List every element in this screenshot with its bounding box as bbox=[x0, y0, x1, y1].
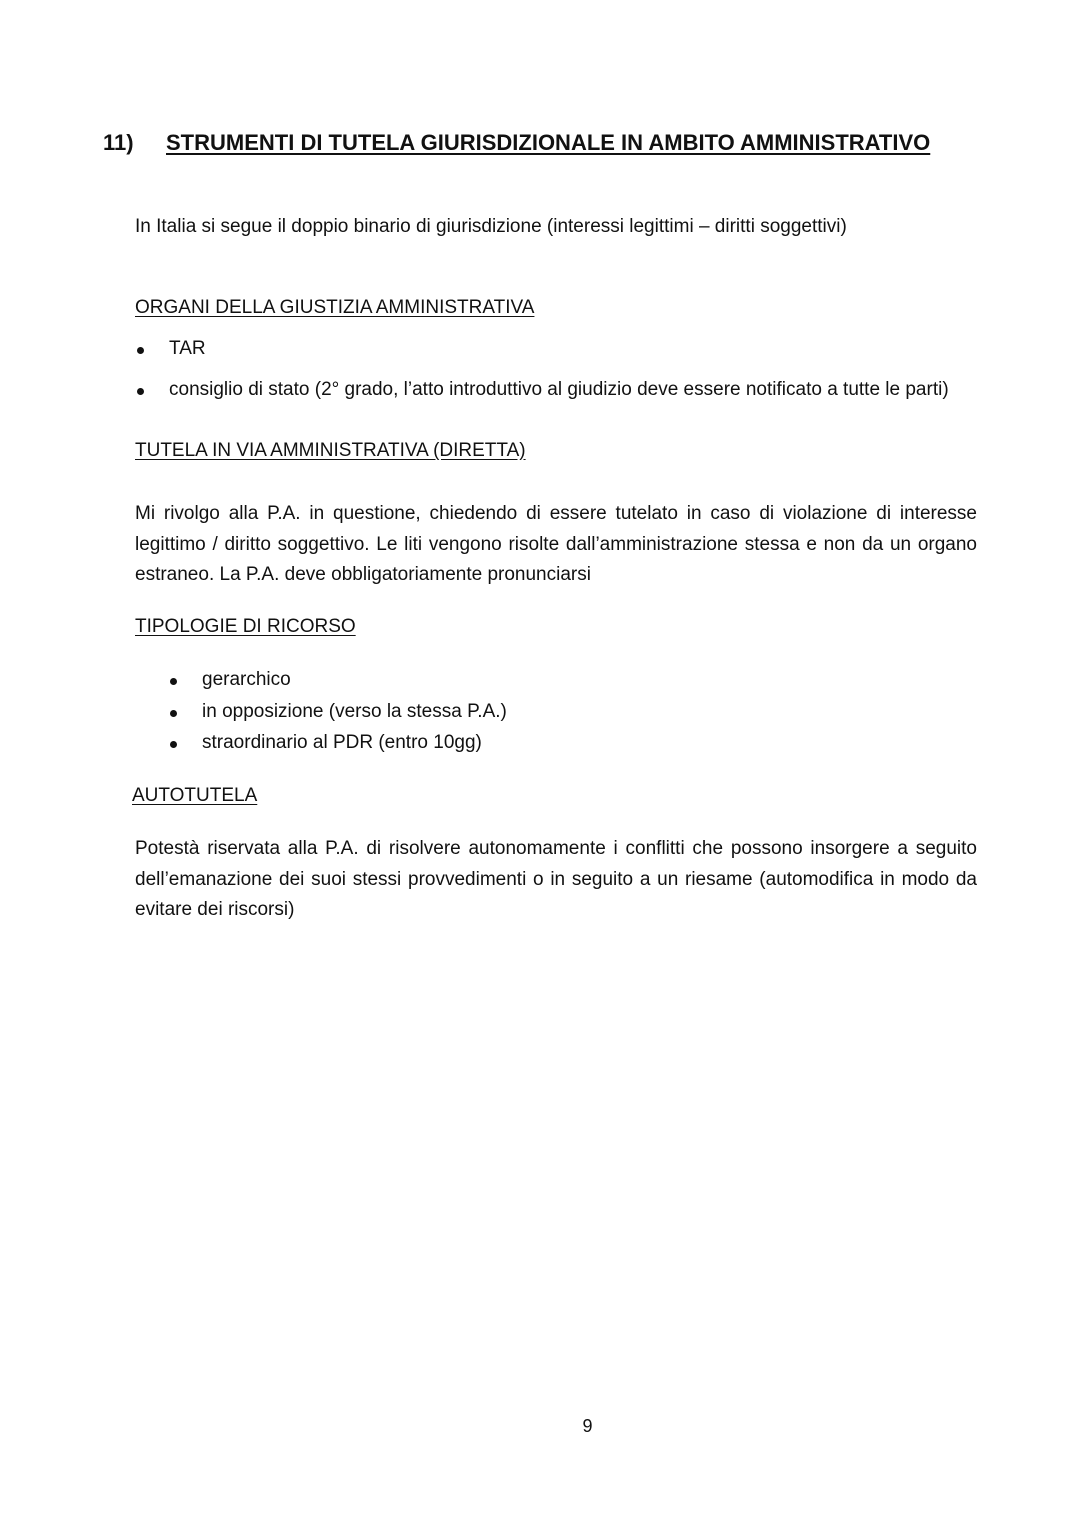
section-number: 11) bbox=[103, 130, 134, 155]
tutela-heading: TUTELA IN VIA AMMINISTRATIVA (DIRETTA) bbox=[135, 440, 526, 461]
list-item-text: consiglio di stato (2° grado, l’atto introduttivo al giudizio deve essere notificato a tutte le parti) bbox=[169, 379, 949, 400]
list-item-text: gerarchico bbox=[202, 669, 291, 690]
autotutela-heading: AUTOTUTELA bbox=[132, 785, 258, 806]
list-item-text: in opposizione (verso la stessa P.A.) bbox=[202, 701, 507, 722]
list-item-text: straordinario al PDR (entro 10gg) bbox=[202, 732, 482, 753]
tutela-paragraph: Mi rivolgo alla P.A. in questione, chiedendo di essere tutelato in caso di violazione di interesse legittimo / diritto soggettivo. Le liti vengono risolte dall’amministrazione stessa e non da un organo estraneo. La P.A. deve obbligatoriamente pronunciarsi bbox=[135, 503, 977, 585]
bullet-icon bbox=[170, 710, 177, 717]
list-item-text: TAR bbox=[169, 338, 206, 359]
intro-text: In Italia si segue il doppio binario di giurisdizione (interessi legittimi – diritti soggettivi) bbox=[135, 216, 847, 237]
autotutela-paragraph: Potestà riservata alla P.A. di risolvere autonomamente i conflitti che possono insorgere a seguito dell’emanazione dei suoi stessi provvedimenti o in seguito a un riesame (automodifica in modo da evitare dei riscorsi) bbox=[135, 838, 977, 920]
bullet-icon bbox=[137, 388, 144, 395]
bullet-icon bbox=[170, 678, 177, 685]
page-number: 9 bbox=[582, 1416, 593, 1436]
bullet-icon bbox=[170, 741, 177, 748]
bullet-icon bbox=[137, 347, 144, 354]
section-heading bbox=[103, 130, 930, 156]
section-title: STRUMENTI DI TUTELA GIURISDIZIONALE IN AMBITO AMMINISTRATIVO bbox=[166, 130, 931, 155]
organi-heading: ORGANI DELLA GIUSTIZIA AMMINISTRATIVA bbox=[135, 297, 535, 318]
ricorso-heading: TIPOLOGIE DI RICORSO bbox=[135, 616, 356, 637]
